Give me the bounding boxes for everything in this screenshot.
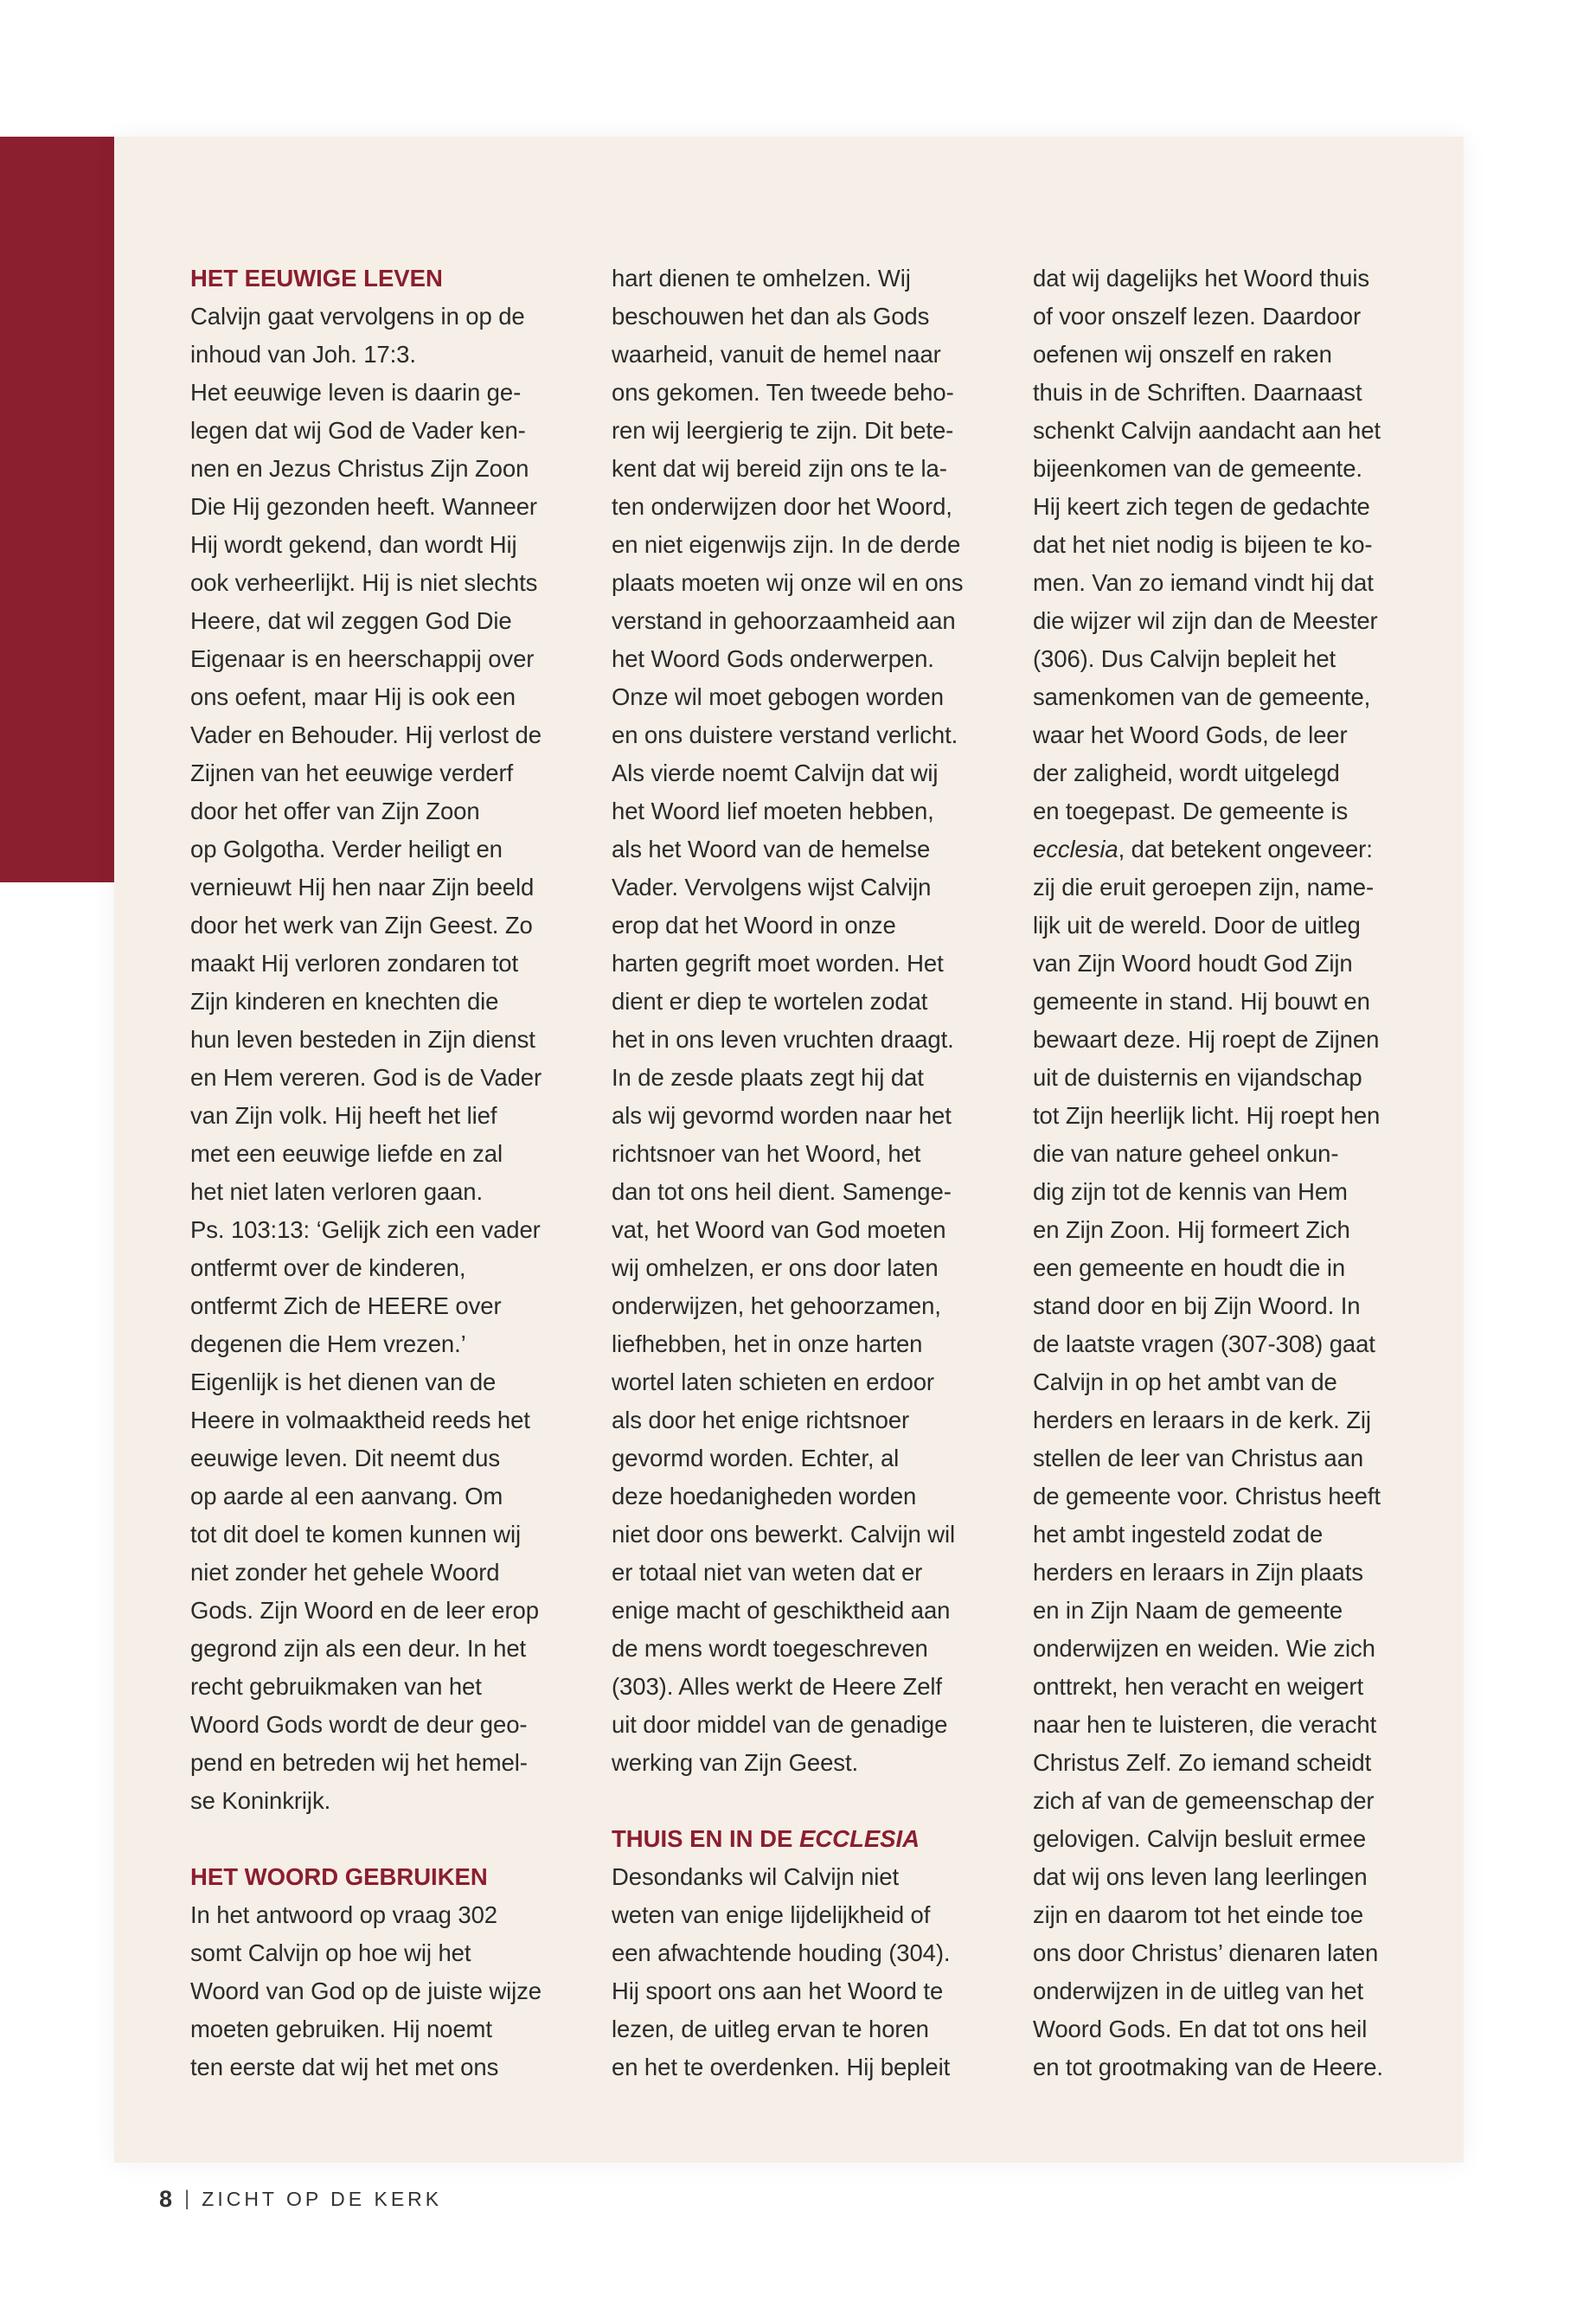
paragraph: hart dienen te omhelzen. Wij beschouwen het dan als Gods waarheid, vanuit de hemel naar ons gekomen. Ten tweede beho- ren wij leergierig te zijn. Dit bete- kent dat wij bereid zijn ons te la- ten onderwijzen door het Woord, en niet eigenwijs zijn. In de derde plaats moeten wij onze wil en ons verstand in gehoorzaamheid aan het Woord Gods onderwerpen. Onze wil moet gebogen worden en ons duistere verstand verlicht. Als vierde noemt Calvijn dat wij het Woord lief moeten hebben, als het Woord van de hemelse Vader. Vervolgens wijst Calvijn erop dat het Woord in onze harten gegrift moet worden. Het dient er diep te wortelen zodat het in ons leven vruchten draagt. In de zesde plaats zegt hij dat als wij gevormd worden naar het richtsnoer van het Woord, het dan tot ons heil dient. Samenge- vat, het Woord van God moeten wij omhelzen, er ons door laten onderwijzen, het gehoorzamen, liefhebben, het in onze harten wortel laten schieten en erdoor als door het enige richtsnoer gevormd worden. Echter, al deze hoedanigheden worden niet door ons bewerkt. Calvijn wil er totaal niet van weten dat er enige macht of geschiktheid aan de mens wordt toegeschreven (303). Alles werkt de Heere Zelf uit door middel van de genadige werking van Zijn Geest. [612, 265, 964, 1776]
paragraph: Desondanks wil Calvijn niet weten van enige lijdelijkheid of een afwachtende houding (304). Hij spoort ons aan het Woord te lezen, de uitleg ervan te horen en het te overdenken. Hij bepleit [612, 1863, 951, 2080]
publication-name: ZICHT OP DE KERK [202, 2187, 443, 2210]
paragraph: dat wij dagelijks het Woord thuis of voor onszelf lezen. Daardoor oefenen wij onszelf en raken thuis in de Schriften. Daarnaast schenkt Calvijn aandacht aan het bijeenkomen van de gemeente. Hij keert zich tegen de gedachte dat het niet nodig is bijeen te ko- men. Van zo iemand vindt hij dat die wijzer wil zijn dan de Meester (306). Dus Calvijn bepleit het samenkomen van de gemeente, waar het Woord Gods, de leer der zaligheid, wordt uitgelegd en toegepast. De gemeente is [1033, 265, 1381, 824]
page-number: 8 [159, 2185, 173, 2212]
article-column-3 [1033, 260, 1413, 2086]
decorative-red-band [0, 137, 114, 882]
line-rest: , dat betekent ongeveer: [1118, 836, 1373, 862]
paragraph: Calvijn gaat vervolgens in op de inhoud van Joh. 17:3. Het eeuwige leven is daarin ge- legen dat wij God de Vader ken- nen en Jezus Christus Zijn Zoon Die Hij gezonden heeft. Wanneer Hij wordt gekend, dan wordt Hij ook verheerlijkt. Hij is niet slechts Heere, dat wil zeggen God Die Eigenaar is en heerschappij over ons oefent, maar Hij is ook een Vader en Behouder. Hij verlost de Zijnen van het eeuwige verderf door het offer van Zijn Zoon op Golgotha. Verder heiligt en vernieuwt Hij hen naar Zijn beeld door het werk van Zijn Geest. Zo maakt Hij verloren zondaren tot Zijn kinderen en knechten die hun leven besteden in Zijn dienst en Hem vereren. God is de Vader van Zijn volk. Hij heeft het lief met een eeuwige liefde en zal het niet laten verloren gaan. Ps. 103:13: ‘Gelijk zich een vader ontfermt over de kinderen, ontfermt Zich de HEERE over degenen die Hem vrezen.’ Eigenlijk is het dienen van de Heere in volmaaktheid reeds het eeuwige leven. Dit neemt dus op aarde al een aanvang. Om tot dit doel te komen kunnen wij niet zonder het gehele Woord Gods. Zijn Woord en de leer erop gegrond zijn als een deur. In het recht gebruikmaken van het Woord Gods wordt de deur geo- pend en betreden wij het hemel- se Koninkrijk. [190, 303, 542, 1814]
section-heading-woord-gebruiken: HET WOORD GEBRUIKEN [190, 1863, 488, 1890]
heading-text: THUIS EN IN DE [612, 1825, 799, 1852]
emphasis-ecclesia: ecclesia [1033, 836, 1118, 862]
article-column-2 [612, 260, 992, 2086]
article-column-1 [190, 260, 571, 2086]
paragraph: In het antwoord op vraag 302 somt Calvijn op hoe wij het Woord van God op de juiste wijze moeten gebruiken. Hij noemt ten eerste dat wij het met ons [190, 1901, 542, 2080]
page-footer [159, 2182, 442, 2216]
section-heading-eeuwige-leven: HET EEUWIGE LEVEN [190, 265, 443, 292]
paragraph-line-ecclesia [1033, 830, 1413, 868]
paragraph: zij die eruit geroepen zijn, name- lijk uit de wereld. Door de uitleg van Zijn Woord houdt God Zijn gemeente in stand. Hij bouwt en bewaart deze. Hij roept de Zijnen uit de duisternis en vijandschap tot Zijn heerlijk licht. Hij roept hen die van nature geheel onkun- dig zijn tot de kennis van Hem en Zijn Zoon. Hij formeert Zich een gemeente en houdt die in stand door en bij Zijn Woord. In de laatste vragen (307-308) gaat Calvijn in op het ambt van de herders en leraars in de kerk. Zij stellen de leer van Christus aan de gemeente voor. Christus heeft het ambt ingesteld zodat de herders en leraars in Zijn plaats en in Zijn Naam de gemeente onderwijzen en weiden. Wie zich onttrekt, hen veracht en weigert naar hen te luisteren, die veracht Christus Zelf. Zo iemand scheidt zich af van de gemeenschap der gelovigen. Calvijn besluit ermee dat wij ons leven lang leerlingen zijn en daarom tot het einde toe ons door Christus’ dienaren laten onderwijzen in de uitleg van het Woord Gods. En dat tot ons heil en tot grootmaking van de Heere. [1033, 874, 1383, 2080]
section-heading-thuis-ecclesia [612, 1820, 992, 1858]
heading-emphasis: ECCLESIA [798, 1825, 920, 1852]
footer-separator: | [184, 2187, 190, 2210]
